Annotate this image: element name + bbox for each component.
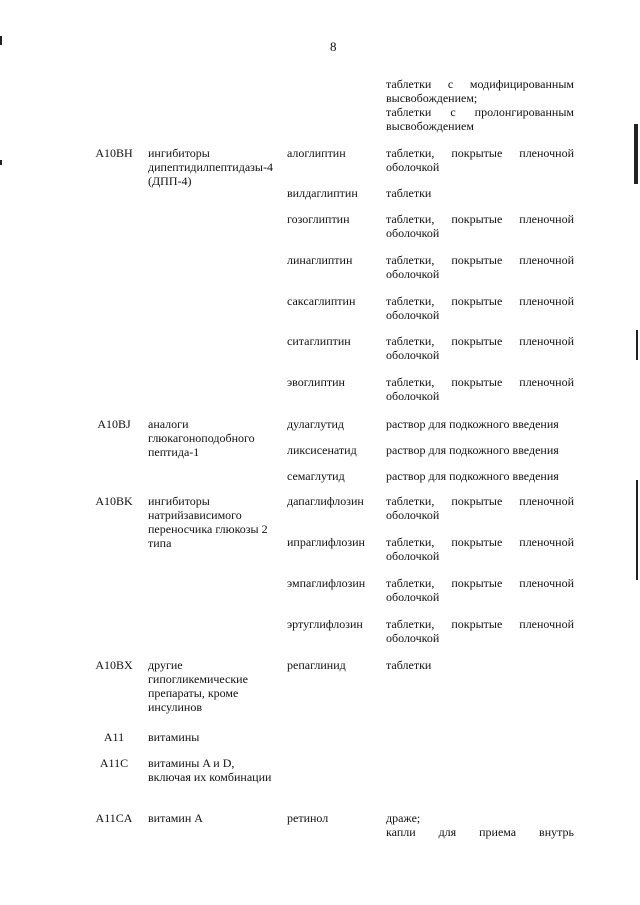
dosage-form: таблетки, покрытые пленочной оболочкой	[386, 294, 574, 322]
drug-name: эмпаглифлозин	[287, 576, 366, 590]
dosage-form: таблетки, покрытые пленочной оболочкой	[386, 494, 574, 522]
drug-name: дулаглутид	[287, 417, 344, 431]
scan-edge-mark	[0, 36, 2, 45]
scan-edge-mark	[636, 480, 638, 580]
scan-edge-mark	[636, 330, 638, 360]
dosage-form: раствор для подкожного введения	[386, 443, 559, 457]
dosage-form: таблетки, покрытые пленочной оболочкой	[386, 253, 574, 281]
group-name: витамины	[148, 730, 200, 744]
atc-code: A10BK	[95, 494, 133, 508]
drug-name: ипраглифлозин	[287, 535, 365, 549]
drug-name: ситаглиптин	[287, 334, 351, 348]
group-name: витамины A и D, включая их комбинации	[148, 756, 272, 784]
dosage-form: раствор для подкожного введения	[386, 417, 559, 431]
dosage-form: таблетки, покрытые пленочной оболочкой	[386, 146, 574, 174]
atc-code: A11	[103, 730, 125, 744]
dosage-form-line: драже;	[386, 811, 421, 825]
group-name: аналоги глюкагоноподобного пептида-1	[148, 417, 255, 459]
group-name: ингибиторы дипептидилпептидазы-4 (ДПП-4)	[148, 146, 273, 188]
dosage-form-line: капли для приема внутрь	[386, 825, 574, 839]
group-name: витамин A	[148, 811, 203, 825]
scan-edge-mark	[634, 124, 638, 184]
drug-name: алоглиптин	[287, 146, 346, 160]
drug-name: саксаглиптин	[287, 294, 356, 308]
drug-name: репаглинид	[287, 658, 346, 672]
dosage-form: таблетки, покрытые пленочной оболочкой	[386, 576, 574, 604]
dosage-form: таблетки	[386, 658, 432, 672]
drug-name: эвоглиптин	[287, 375, 345, 389]
drug-name: гозоглиптин	[287, 212, 350, 226]
group-name: другие гипогликемические препараты, кроме инсулинов	[148, 658, 248, 714]
drug-name: дапаглифлозин	[287, 494, 364, 508]
atc-code: A11C	[99, 756, 129, 770]
dosage-form	[386, 811, 574, 839]
dosage-form: таблетки	[386, 186, 432, 200]
drug-name: ретинол	[287, 811, 329, 825]
dosage-form: таблетки, покрытые пленочной оболочкой	[386, 334, 574, 362]
drug-name: вилдаглиптин	[287, 186, 358, 200]
atc-code: A10BH	[95, 146, 133, 160]
group-name: ингибиторы натрийзависимого переносчика глюкозы 2 типа	[148, 494, 268, 550]
drug-name: ликсисенатид	[287, 443, 357, 457]
dosage-form: таблетки, покрытые пленочной оболочкой	[386, 212, 574, 240]
page-number: 8	[330, 39, 337, 54]
dosage-form: таблетки, покрытые пленочной оболочкой	[386, 535, 574, 563]
scan-edge-mark	[0, 160, 2, 165]
dosage-form-line: таблетки с пролонгированным высвобождением	[386, 105, 574, 133]
dosage-form: раствор для подкожного введения	[386, 469, 559, 483]
dosage-form: таблетки, покрытые пленочной оболочкой	[386, 375, 574, 403]
atc-code: A10BX	[95, 658, 133, 672]
drug-name: эртуглифлозин	[287, 617, 363, 631]
dosage-form-line: таблетки с модифицированным высвобождением;	[386, 77, 574, 105]
atc-code: A11CA	[95, 811, 133, 825]
atc-code: A10BJ	[97, 417, 131, 431]
continued-dosage-forms	[386, 77, 574, 133]
drug-name: линаглиптин	[287, 253, 353, 267]
drug-name: семаглутид	[287, 469, 345, 483]
dosage-form: таблетки, покрытые пленочной оболочкой	[386, 617, 574, 645]
